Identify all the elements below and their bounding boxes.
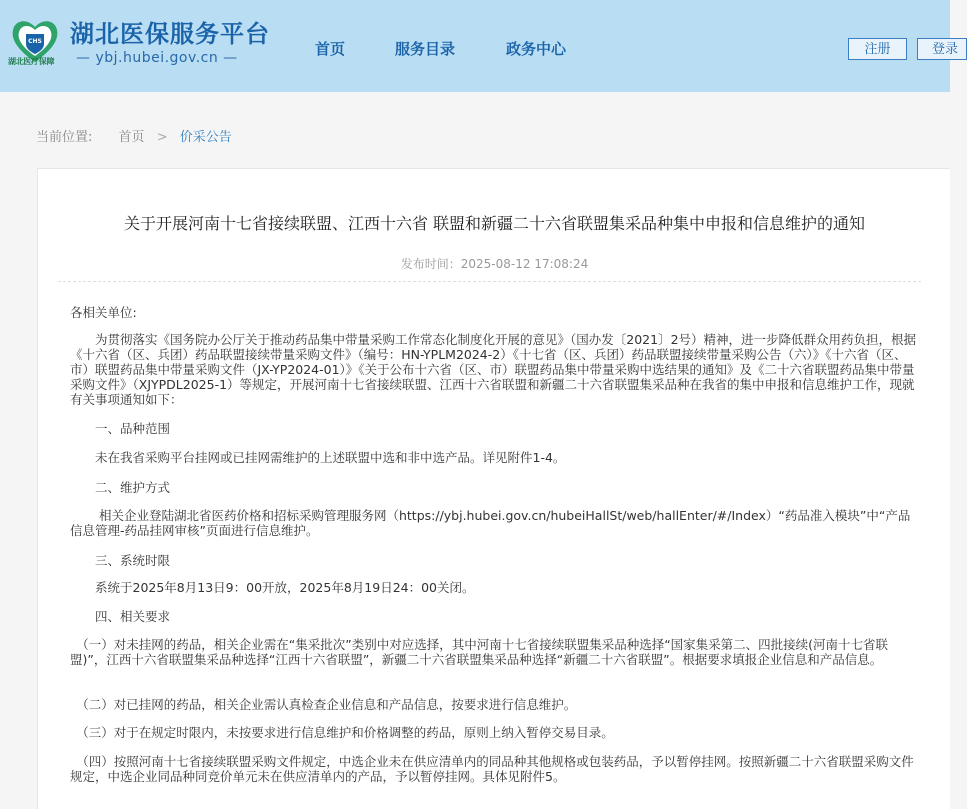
section-heading-2: 二、维护方式 — [70, 480, 171, 495]
section-heading-3: 三、系统时限 — [70, 553, 171, 568]
breadcrumb-home[interactable]: 首页 — [118, 130, 145, 145]
logo-badge: CHS — [28, 38, 42, 45]
section-text-3: 系统于2025年8月13日9：00开放，2025年8月19日24：00关闭。 — [70, 580, 475, 595]
article-title: 关于开展河南十七省接续联盟、江西十六省 联盟和新疆二十六省联盟集采品种集中申报和信息维护的通知 — [123, 214, 866, 233]
breadcrumb-current[interactable]: 价采公告 — [179, 130, 232, 145]
breadcrumb — [36, 126, 232, 145]
nav-item-home[interactable]: 首页 — [315, 40, 346, 58]
nav-item-service-catalog[interactable]: 服务目录 — [395, 40, 456, 58]
requirement-3: （三）对于在规定时限内，未按要求进行信息维护和价格调整的药品，原则上纳入暂停交易目录。 — [70, 725, 614, 740]
logo-text: 湖北医疗保障 — [8, 57, 55, 66]
register-button[interactable]: 注册 — [848, 38, 907, 60]
requirement-4: （四）按照河南十七省接续联盟采购文件规定，中选企业未在供应清单内的同品种其他规格或包装药品，予以暂停挂网。按照新疆二十六省联盟采购文件规定，中选企业同品种同竞价单元未在供应清单内的产品，予以暂停挂网。具体见附件5。 — [70, 754, 914, 784]
breadcrumb-separator-icon: > — [156, 130, 168, 145]
publish-time: 发布时间：2025-08-12 17:08:24 — [400, 257, 589, 271]
section-text-1: 未在我省采购平台挂网或已挂网需维护的上述联盟中选和非中选产品。详见附件1-4。 — [70, 450, 566, 465]
site-url: — ybj.hubei.gov.cn — — [76, 50, 238, 66]
section-text-2: 相关企业登陆湖北省医药价格和招标采购管理服务网（https://ybj.hubei.gov.cn/hubeiHallSt/web/hallEnter/#/Index）“药品准入模块”中“产品信息管理-药品挂网审核”页面进行信息维护。 — [70, 508, 911, 538]
section-heading-4: 四、相关要求 — [70, 609, 171, 624]
breadcrumb-prefix: 当前位置: — [36, 130, 93, 145]
salutation: 各相关单位: — [70, 305, 137, 320]
site-header — [0, 0, 959, 92]
requirement-1: （一）对未挂网的药品，相关企业需在“集采批次”类别中对应选择，其中河南十七省接续联盟集采品种选择“国家集采第二、四批接续(河南十七省联盟)”，江西十六省联盟集采品种选择“江西十六省联盟”，新疆二十六省联盟集采品种选择“新疆二十六省联盟”。根据要求填报企业信息和产品信息。 — [70, 637, 889, 667]
requirement-2: （二）对已挂网的药品，相关企业需认真检查企业信息和产品信息，按要求进行信息维护。 — [70, 697, 577, 712]
nav-item-government-center[interactable]: 政务中心 — [506, 40, 567, 58]
site-title[interactable]: 湖北医保服务平台 — [70, 20, 270, 48]
intro-paragraph: 为贯彻落实《国务院办公厅关于推动药品集中带量采购工作常态化制度化开展的意见》（国办发〔2021〕2号）精神，进一步降低群众用药负担，根据《十六省（区、兵团）药品联盟接续带量采购文件》（编号：HN-YPLM2024-2）《十七省（区、兵团）药品联盟接续带量采购公告（六）》《十六省（区、市）联盟药品集中带量采购文件（JX-YP2024-01）》《关于公布十六省（区、市）联盟药品集中带量采购中选结果的通知》及《二十六省联盟药品集中带量采购文件》（XJYPDL2025-1）等规定，开展河南十七省接续联盟、江西十六省联盟和新疆二十六省联盟集采品种在我省的集中申报和信息维护工作，现就有关事项通知如下： — [70, 332, 917, 407]
title-divider — [58, 281, 921, 282]
login-button[interactable]: 登录 — [917, 38, 967, 60]
article-card — [37, 168, 950, 809]
section-heading-1: 一、品种范围 — [70, 421, 171, 436]
